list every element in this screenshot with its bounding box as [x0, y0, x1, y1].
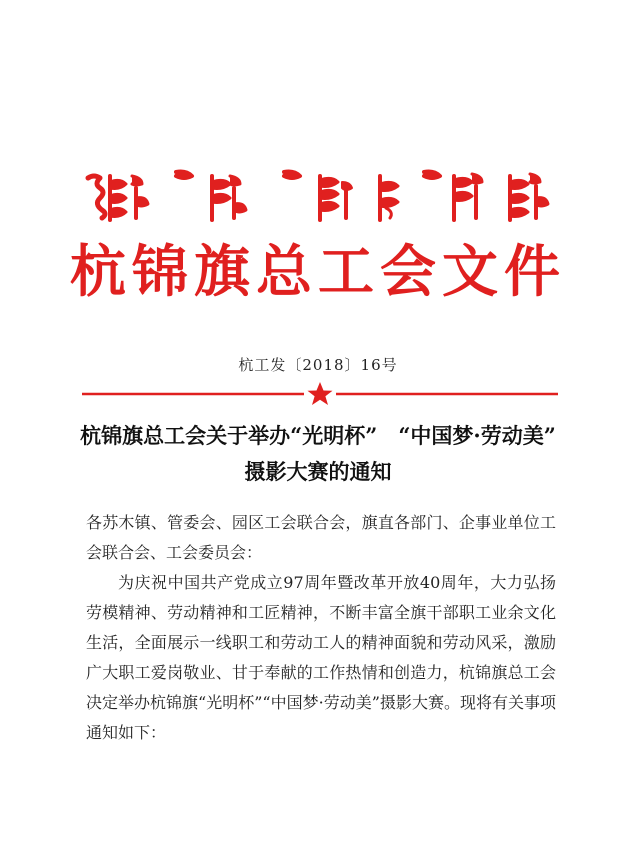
mongolian-script-header — [80, 168, 560, 228]
notice-headline — [40, 418, 596, 490]
intro-paragraph: 为庆祝中国共产党成立97周年暨改革开放40周年，大力弘扬劳模精神、劳动精神和工匠精神，不断丰富全旗干部职工业余文化生活，全面展示一线职工和劳动工人的精神面貌和劳动风采，激励广大职工爱岗敬业、甘于奉献的工作热情和创造力，杭锦旗总工会决定举办杭锦旗“光明杯”“中国梦·劳动美”摄影大赛。现将有关事项通知如下： — [86, 573, 556, 742]
red-divider-with-star — [82, 382, 558, 406]
star-icon — [308, 382, 333, 405]
headline-line-1: 杭锦旗总工会关于举办“光明杯” “中国梦·劳动美” — [80, 423, 556, 448]
document-number: 杭工发〔2018〕16号 — [238, 356, 398, 374]
document-title: 杭锦旗总工会文件 — [70, 240, 566, 305]
notice-body — [86, 508, 556, 748]
recipients-paragraph: 各苏木镇、管委会、园区工会联合会，旗直各部门、企事业单位工会联合会、工会委员会： — [86, 513, 556, 562]
headline-line-2: 摄影大赛的通知 — [244, 459, 392, 484]
